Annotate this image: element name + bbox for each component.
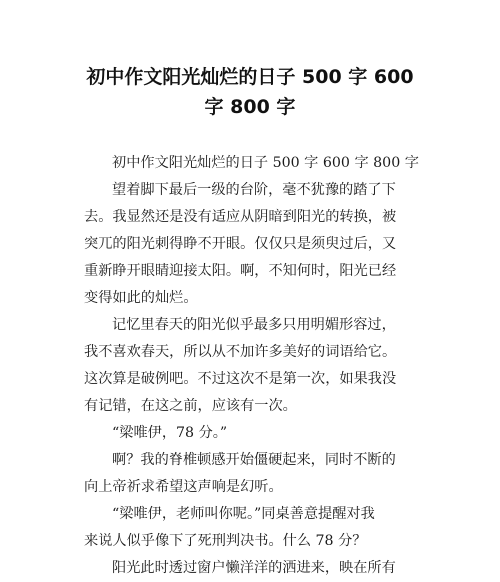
title-line-2: 字 800 字 xyxy=(204,96,296,118)
text-line: 啊？我的脊椎顿感开始僵硬起来，同时不断的 xyxy=(112,452,396,468)
text-line: 望着脚下最后一级的台阶，毫不犹豫的踏了下 xyxy=(112,182,396,198)
text-line: 变得如此的灿烂。 xyxy=(84,290,198,306)
text-line: 去。我显然还是没有适应从阴暗到阳光的转换，被 xyxy=(84,209,397,225)
text-line: “梁唯伊，老师叫你呢。”同桌善意提醒对我 xyxy=(112,506,375,522)
text-line: “梁唯伊，78 分。” xyxy=(112,425,228,441)
text-line: 来说人似乎像下了死刑判决书。什么 78 分？ xyxy=(84,533,367,549)
title-line-1: 初中作文阳光灿烂的日子 500 字 600 xyxy=(86,66,414,88)
text-line: 向上帝祈求希望这声响是幻听。 xyxy=(84,479,283,495)
text-line: 重新睁开眼睛迎接太阳。啊，不知何时，阳光已经 xyxy=(84,263,397,279)
text-line: 突兀的阳光刺得睁不开眼。仅仅只是须臾过后，又 xyxy=(84,236,397,252)
text-line: 初中作文阳光灿烂的日子 500 字 600 字 800 字 xyxy=(112,155,419,171)
text-line: 记忆里春天的阳光似乎最多只用明媚形容过， xyxy=(112,317,396,333)
text-line: 这次算是破例吧。不过这次不是第一次，如果我没 xyxy=(84,371,397,387)
text-line: 我不喜欢春天，所以从不加许多美好的词语给它。 xyxy=(84,344,397,360)
document-title xyxy=(60,62,440,122)
text-line: 阳光此时透过窗户懒洋洋的洒进来，映在所有 xyxy=(112,560,396,576)
text-line: 有记错，在这之前，应该有一次。 xyxy=(84,398,297,414)
document-body xyxy=(84,150,420,582)
